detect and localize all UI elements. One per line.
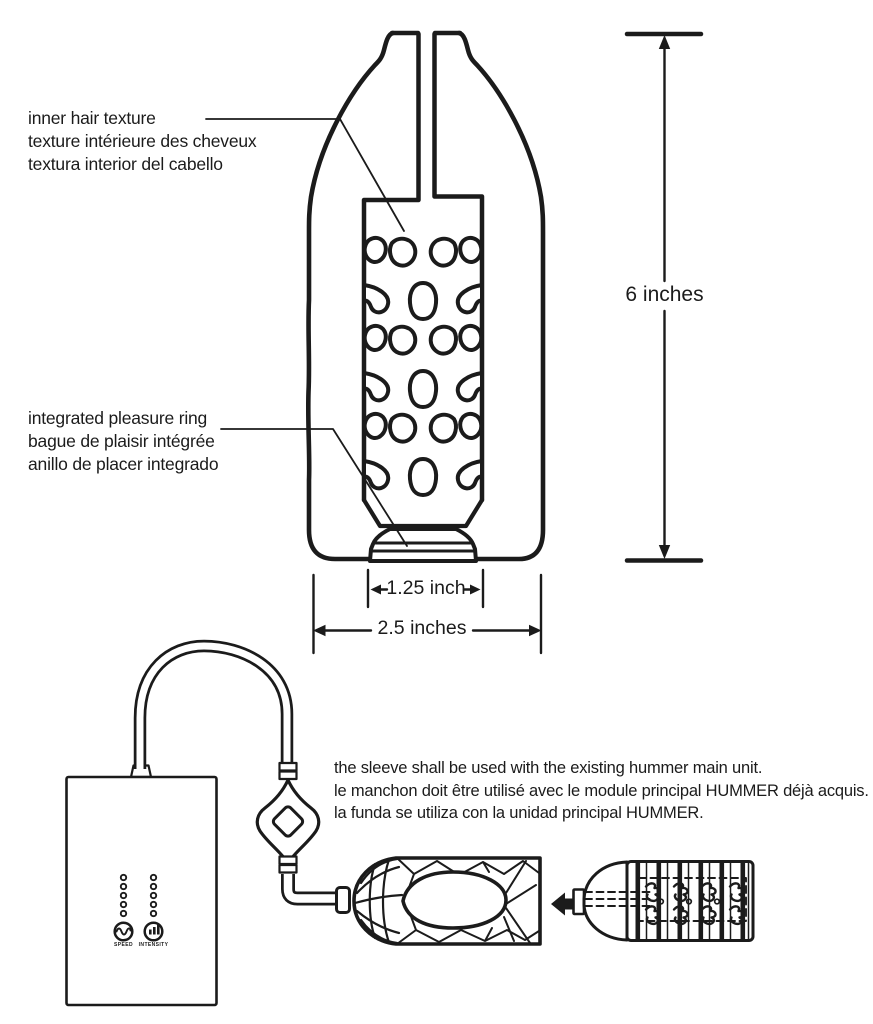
control-unit bbox=[67, 766, 217, 1006]
left-arrow-icon bbox=[313, 625, 326, 636]
dimension-height-label: 6 inches bbox=[625, 283, 704, 306]
inner-texture-pattern bbox=[364, 238, 482, 495]
callout-line: inner hair texture bbox=[28, 108, 156, 128]
connector-collar bbox=[280, 857, 297, 865]
insert-dome-cap bbox=[584, 862, 627, 940]
left-arrow-icon bbox=[551, 893, 574, 916]
callout-line: integrated pleasure ring bbox=[28, 408, 208, 428]
callout-line: bague de plaisir intégrée bbox=[28, 431, 215, 451]
callout-inner-hair-texture bbox=[28, 107, 256, 176]
control-unit-body bbox=[67, 777, 217, 1005]
insert-nozzle bbox=[574, 890, 585, 915]
cavity-base-cup bbox=[364, 500, 482, 526]
callout-line: texture intérieure des cheveux bbox=[28, 131, 257, 151]
note-line: le manchon doit être utilisé avec le module principal HUMMER déjà acquis. bbox=[334, 781, 869, 800]
note-line: the sleeve shall be used with the existing hummer main unit. bbox=[334, 759, 763, 777]
sleeve-cross-section bbox=[308, 33, 543, 561]
right-arrow-icon bbox=[529, 625, 542, 636]
cable-inner bbox=[140, 646, 287, 769]
up-arrow-icon bbox=[659, 35, 670, 49]
callout-line: anillo de placer integrado bbox=[28, 454, 219, 474]
note-line: la funda se utiliza con la unidad principal HUMMER. bbox=[334, 804, 704, 823]
inner-cavity-opening bbox=[403, 872, 506, 928]
dimension-outer-width-label: 2.5 inches bbox=[377, 617, 467, 639]
dimension-inner-width-label: 1.25 inch bbox=[386, 577, 466, 599]
sleeve-side-view bbox=[337, 858, 541, 944]
compatibility-note bbox=[334, 757, 869, 825]
elbow-tube-inner bbox=[288, 874, 339, 899]
speed-button-label: SPEED bbox=[114, 942, 133, 948]
textured-insert bbox=[574, 862, 754, 941]
callout-pleasure-ring bbox=[28, 407, 218, 476]
connector-collar bbox=[280, 772, 297, 780]
connector-collar bbox=[280, 763, 297, 771]
intensity-button-label: INTENSITY bbox=[138, 942, 169, 948]
connector-collar bbox=[280, 865, 297, 873]
callout-line: textura interior del cabello bbox=[28, 154, 223, 174]
down-arrow-icon bbox=[659, 545, 670, 559]
sleeve-inlet-nub bbox=[337, 888, 350, 913]
pleasure-ring bbox=[370, 529, 476, 561]
